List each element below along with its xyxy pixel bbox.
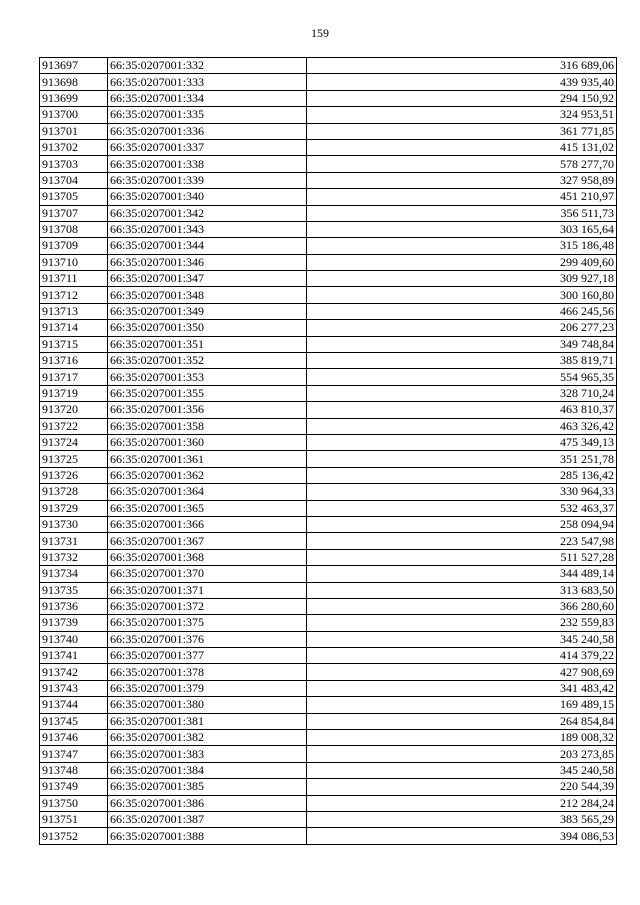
row-id-cell: 913744 xyxy=(40,697,108,713)
value-cell: 285 136,42 xyxy=(307,467,617,483)
value-cell: 203 273,85 xyxy=(307,746,617,762)
value-cell: 415 131,02 xyxy=(307,139,617,155)
row-id-cell: 913700 xyxy=(40,107,108,123)
value-cell: 220 544,39 xyxy=(307,779,617,795)
cadastral-number-cell: 66:35:0207001:367 xyxy=(108,533,307,549)
table-row xyxy=(40,434,617,450)
value-cell: 189 008,32 xyxy=(307,730,617,746)
table-row xyxy=(40,746,617,762)
cadastral-number-cell: 66:35:0207001:387 xyxy=(108,811,307,827)
row-id-cell: 913751 xyxy=(40,811,108,827)
value-cell: 232 559,83 xyxy=(307,615,617,631)
table-row xyxy=(40,566,617,582)
cadastral-number-cell: 66:35:0207001:334 xyxy=(108,90,307,106)
row-id-cell: 913748 xyxy=(40,762,108,778)
value-cell: 383 565,29 xyxy=(307,811,617,827)
cadastral-number-cell: 66:35:0207001:362 xyxy=(108,467,307,483)
cadastral-number-cell: 66:35:0207001:339 xyxy=(108,172,307,188)
value-cell: 554 965,35 xyxy=(307,369,617,385)
table-row xyxy=(40,238,617,254)
row-id-cell: 913707 xyxy=(40,205,108,221)
row-id-cell: 913698 xyxy=(40,74,108,90)
row-id-cell: 913730 xyxy=(40,516,108,532)
value-cell: 345 240,58 xyxy=(307,762,617,778)
cadastral-number-cell: 66:35:0207001:353 xyxy=(108,369,307,385)
cadastral-number-cell: 66:35:0207001:346 xyxy=(108,254,307,270)
row-id-cell: 913710 xyxy=(40,254,108,270)
value-cell: 394 086,53 xyxy=(307,828,617,844)
table-row xyxy=(40,664,617,680)
table-row xyxy=(40,90,617,106)
value-cell: 532 463,37 xyxy=(307,500,617,516)
row-id-cell: 913731 xyxy=(40,533,108,549)
row-id-cell: 913746 xyxy=(40,730,108,746)
table-row xyxy=(40,549,617,565)
table-row xyxy=(40,762,617,778)
table-row xyxy=(40,484,617,500)
table-row xyxy=(40,139,617,155)
row-id-cell: 913745 xyxy=(40,713,108,729)
table-body xyxy=(40,58,617,845)
row-id-cell: 913732 xyxy=(40,549,108,565)
row-id-cell: 913729 xyxy=(40,500,108,516)
value-cell: 356 511,73 xyxy=(307,205,617,221)
table-row xyxy=(40,402,617,418)
cadastral-number-cell: 66:35:0207001:377 xyxy=(108,648,307,664)
table-row xyxy=(40,385,617,401)
row-id-cell: 913709 xyxy=(40,238,108,254)
cadastral-number-cell: 66:35:0207001:381 xyxy=(108,713,307,729)
value-cell: 439 935,40 xyxy=(307,74,617,90)
cadastral-number-cell: 66:35:0207001:368 xyxy=(108,549,307,565)
cadastral-number-cell: 66:35:0207001:382 xyxy=(108,730,307,746)
cadastral-number-cell: 66:35:0207001:343 xyxy=(108,221,307,237)
table-row xyxy=(40,336,617,352)
row-id-cell: 913715 xyxy=(40,336,108,352)
value-cell: 299 409,60 xyxy=(307,254,617,270)
row-id-cell: 913717 xyxy=(40,369,108,385)
row-id-cell: 913697 xyxy=(40,58,108,74)
cadastral-number-cell: 66:35:0207001:379 xyxy=(108,680,307,696)
row-id-cell: 913724 xyxy=(40,434,108,450)
value-cell: 258 094,94 xyxy=(307,516,617,532)
table-row xyxy=(40,697,617,713)
value-cell: 212 284,24 xyxy=(307,795,617,811)
cadastral-number-cell: 66:35:0207001:352 xyxy=(108,353,307,369)
table-row xyxy=(40,156,617,172)
value-cell: 300 160,80 xyxy=(307,287,617,303)
value-cell: 463 326,42 xyxy=(307,418,617,434)
value-cell: 328 710,24 xyxy=(307,385,617,401)
table-row xyxy=(40,205,617,221)
table-row xyxy=(40,615,617,631)
cadastral-number-cell: 66:35:0207001:365 xyxy=(108,500,307,516)
value-cell: 327 958,89 xyxy=(307,172,617,188)
row-id-cell: 913716 xyxy=(40,353,108,369)
cadastral-number-cell: 66:35:0207001:347 xyxy=(108,271,307,287)
table-row xyxy=(40,533,617,549)
value-cell: 169 489,15 xyxy=(307,697,617,713)
row-id-cell: 913750 xyxy=(40,795,108,811)
row-id-cell: 913720 xyxy=(40,402,108,418)
value-cell: 349 748,84 xyxy=(307,336,617,352)
cadastral-number-cell: 66:35:0207001:356 xyxy=(108,402,307,418)
value-cell: 351 251,78 xyxy=(307,451,617,467)
cadastral-number-cell: 66:35:0207001:342 xyxy=(108,205,307,221)
table-row xyxy=(40,811,617,827)
row-id-cell: 913714 xyxy=(40,320,108,336)
value-cell: 385 819,71 xyxy=(307,353,617,369)
table-row xyxy=(40,713,617,729)
value-cell: 511 527,28 xyxy=(307,549,617,565)
row-id-cell: 913699 xyxy=(40,90,108,106)
value-cell: 294 150,92 xyxy=(307,90,617,106)
table-row xyxy=(40,598,617,614)
cadastral-number-cell: 66:35:0207001:358 xyxy=(108,418,307,434)
table-row xyxy=(40,172,617,188)
value-cell: 361 771,85 xyxy=(307,123,617,139)
row-id-cell: 913726 xyxy=(40,467,108,483)
table-row xyxy=(40,648,617,664)
value-cell: 475 349,13 xyxy=(307,434,617,450)
cadastral-number-cell: 66:35:0207001:366 xyxy=(108,516,307,532)
row-id-cell: 913741 xyxy=(40,648,108,664)
cadastral-number-cell: 66:35:0207001:338 xyxy=(108,156,307,172)
cadastral-number-cell: 66:35:0207001:350 xyxy=(108,320,307,336)
table-row xyxy=(40,779,617,795)
row-id-cell: 913743 xyxy=(40,680,108,696)
cadastral-number-cell: 66:35:0207001:385 xyxy=(108,779,307,795)
row-id-cell: 913749 xyxy=(40,779,108,795)
cadastral-number-cell: 66:35:0207001:371 xyxy=(108,582,307,598)
value-cell: 341 483,42 xyxy=(307,680,617,696)
row-id-cell: 913752 xyxy=(40,828,108,844)
value-cell: 451 210,97 xyxy=(307,189,617,205)
table-row xyxy=(40,221,617,237)
row-id-cell: 913722 xyxy=(40,418,108,434)
cadastral-number-cell: 66:35:0207001:355 xyxy=(108,385,307,401)
row-id-cell: 913703 xyxy=(40,156,108,172)
row-id-cell: 913734 xyxy=(40,566,108,582)
table-row xyxy=(40,369,617,385)
table-row xyxy=(40,451,617,467)
cadastral-number-cell: 66:35:0207001:333 xyxy=(108,74,307,90)
cadastral-number-cell: 66:35:0207001:370 xyxy=(108,566,307,582)
table-row xyxy=(40,582,617,598)
value-cell: 414 379,22 xyxy=(307,648,617,664)
table-row xyxy=(40,189,617,205)
row-id-cell: 913708 xyxy=(40,221,108,237)
value-cell: 206 277,23 xyxy=(307,320,617,336)
table-row xyxy=(40,287,617,303)
page-number: 159 xyxy=(311,26,329,40)
row-id-cell: 913725 xyxy=(40,451,108,467)
cadastral-number-cell: 66:35:0207001:364 xyxy=(108,484,307,500)
row-id-cell: 913739 xyxy=(40,615,108,631)
cadastral-number-cell: 66:35:0207001:375 xyxy=(108,615,307,631)
table-row xyxy=(40,303,617,319)
table-row xyxy=(40,467,617,483)
row-id-cell: 913705 xyxy=(40,189,108,205)
row-id-cell: 913712 xyxy=(40,287,108,303)
table-row xyxy=(40,795,617,811)
row-id-cell: 913747 xyxy=(40,746,108,762)
table-row xyxy=(40,58,617,74)
cadastral-number-cell: 66:35:0207001:380 xyxy=(108,697,307,713)
cadastral-number-cell: 66:35:0207001:351 xyxy=(108,336,307,352)
value-cell: 344 489,14 xyxy=(307,566,617,582)
cadastral-number-cell: 66:35:0207001:335 xyxy=(108,107,307,123)
value-cell: 303 165,64 xyxy=(307,221,617,237)
row-id-cell: 913713 xyxy=(40,303,108,319)
table-row xyxy=(40,107,617,123)
table-row xyxy=(40,516,617,532)
row-id-cell: 913711 xyxy=(40,271,108,287)
value-cell: 330 964,33 xyxy=(307,484,617,500)
value-cell: 427 908,69 xyxy=(307,664,617,680)
value-cell: 316 689,06 xyxy=(307,58,617,74)
row-id-cell: 913719 xyxy=(40,385,108,401)
row-id-cell: 913742 xyxy=(40,664,108,680)
cadastral-number-cell: 66:35:0207001:349 xyxy=(108,303,307,319)
cadastral-number-cell: 66:35:0207001:386 xyxy=(108,795,307,811)
cadastral-number-cell: 66:35:0207001:344 xyxy=(108,238,307,254)
table-row xyxy=(40,680,617,696)
registry-table xyxy=(39,57,617,845)
table-row xyxy=(40,500,617,516)
table-row xyxy=(40,271,617,287)
cadastral-number-cell: 66:35:0207001:378 xyxy=(108,664,307,680)
cadastral-number-cell: 66:35:0207001:336 xyxy=(108,123,307,139)
table-row xyxy=(40,418,617,434)
table-row xyxy=(40,123,617,139)
table-row xyxy=(40,353,617,369)
row-id-cell: 913735 xyxy=(40,582,108,598)
value-cell: 309 927,18 xyxy=(307,271,617,287)
cadastral-number-cell: 66:35:0207001:332 xyxy=(108,58,307,74)
value-cell: 366 280,60 xyxy=(307,598,617,614)
table-row xyxy=(40,74,617,90)
cadastral-number-cell: 66:35:0207001:372 xyxy=(108,598,307,614)
value-cell: 345 240,58 xyxy=(307,631,617,647)
row-id-cell: 913704 xyxy=(40,172,108,188)
row-id-cell: 913702 xyxy=(40,139,108,155)
row-id-cell: 913728 xyxy=(40,484,108,500)
row-id-cell: 913736 xyxy=(40,598,108,614)
cadastral-number-cell: 66:35:0207001:376 xyxy=(108,631,307,647)
table-row xyxy=(40,828,617,844)
value-cell: 463 810,37 xyxy=(307,402,617,418)
cadastral-number-cell: 66:35:0207001:348 xyxy=(108,287,307,303)
row-id-cell: 913701 xyxy=(40,123,108,139)
table-row xyxy=(40,631,617,647)
row-id-cell: 913740 xyxy=(40,631,108,647)
value-cell: 324 953,51 xyxy=(307,107,617,123)
table-row xyxy=(40,730,617,746)
cadastral-number-cell: 66:35:0207001:337 xyxy=(108,139,307,155)
cadastral-number-cell: 66:35:0207001:340 xyxy=(108,189,307,205)
value-cell: 223 547,98 xyxy=(307,533,617,549)
value-cell: 313 683,50 xyxy=(307,582,617,598)
value-cell: 315 186,48 xyxy=(307,238,617,254)
value-cell: 466 245,56 xyxy=(307,303,617,319)
value-cell: 264 854,84 xyxy=(307,713,617,729)
cadastral-number-cell: 66:35:0207001:384 xyxy=(108,762,307,778)
table-row xyxy=(40,254,617,270)
value-cell: 578 277,70 xyxy=(307,156,617,172)
cadastral-number-cell: 66:35:0207001:361 xyxy=(108,451,307,467)
table-row xyxy=(40,320,617,336)
cadastral-number-cell: 66:35:0207001:388 xyxy=(108,828,307,844)
cadastral-number-cell: 66:35:0207001:383 xyxy=(108,746,307,762)
cadastral-number-cell: 66:35:0207001:360 xyxy=(108,434,307,450)
